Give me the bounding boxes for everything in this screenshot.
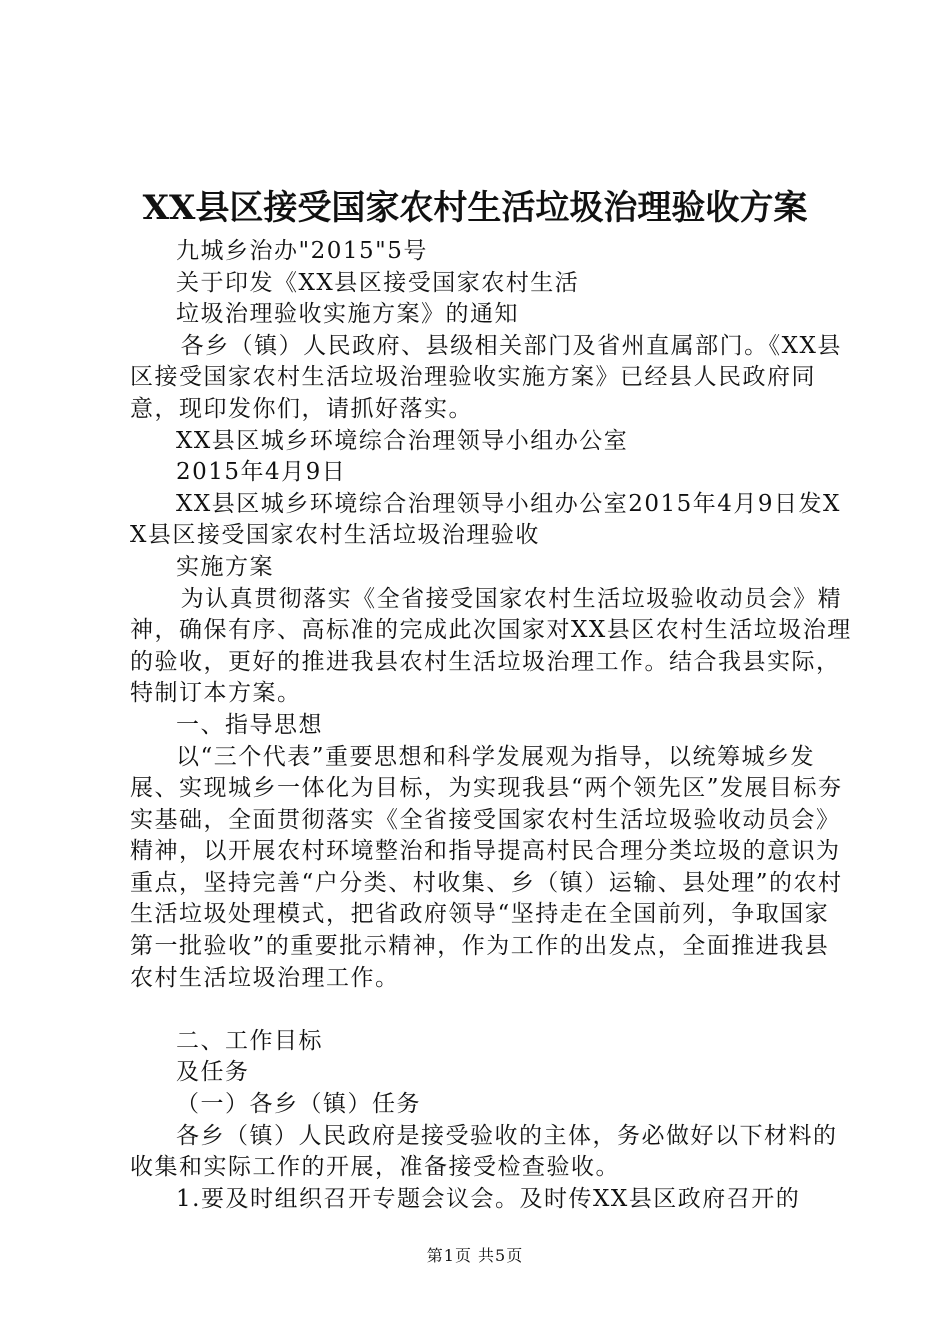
intro-paragraph: 为认真贯彻落实《全省接受国家农村生活垃圾验收动员会》精神，确保有序、高标准的完成此次国家对XX县区农村生活垃圾治理的验收，更好的推进我县农村生活垃圾治理工作。结合我县实际，特制订本方案。	[130, 585, 852, 707]
document-body	[130, 236, 852, 1215]
guiding-ideology-paragraph: 以“三个代表”重要思想和科学发展观为指导，以统筹城乡发展、实现城乡一体化为目标，为实现我县“两个领先区”发展目标夯实基础，全面贯彻落实《全省接受国家农村生活垃圾验收动员会》精神，以开展农村环境整治和指导提高村民合理分类垃圾的意识为重点，坚持完善“户分类、村收集、乡（镇）运输、县处理”的农村生活垃圾处理模式，把省政府领导“坚持走在全国前列，争取国家第一批验收”的重要批示精神，作为工作的出发点，全面推进我县农村生活垃圾治理工作。	[130, 743, 843, 991]
issuing-line: XX县区城乡环境综合治理领导小组办公室2015年4月9日发XX县区接受国家农村生活垃圾治理验收	[130, 490, 841, 549]
plan-subtitle: 实施方案	[176, 553, 274, 580]
page-footer: 第1页 共5页	[426, 1246, 524, 1265]
notice-title-line-1: 关于印发《XX县区接受国家农村生活	[176, 269, 580, 296]
document-title: XX县区接受国家农村生活垃圾治理验收方案	[142, 188, 808, 228]
task-item-1: 1.要及时组织召开专题会议会。及时传XX县区政府召开的	[176, 1185, 801, 1212]
issuing-office: XX县区城乡环境综合治理领导小组办公室	[176, 427, 629, 454]
doc-number: 九城乡治办"2015"5号	[176, 238, 428, 264]
section-heading-work-goals: 二、工作目标	[176, 1027, 323, 1054]
recipients-paragraph: 各乡（镇）人民政府、县级相关部门及省州直属部门。《XX县区接受国家农村生活垃圾治理验收实施方案》已经县人民政府同意，现印发你们，请抓好落实。	[130, 332, 842, 422]
subsection-heading-township-tasks: （一）各乡（镇）任务	[176, 1091, 421, 1118]
section-heading-guiding-ideology: 一、指导思想	[176, 711, 323, 738]
issue-date: 2015年4月9日	[176, 459, 347, 486]
township-tasks-paragraph: 各乡（镇）人民政府是接受验收的主体，务必做好以下材料的收集和实际工作的开展，准备接受检查验收。	[130, 1122, 838, 1181]
notice-title-line-2: 垃圾治理验收实施方案》的通知	[176, 301, 519, 328]
section-heading-tasks: 及任务	[176, 1059, 250, 1086]
blank-line	[130, 994, 852, 1026]
